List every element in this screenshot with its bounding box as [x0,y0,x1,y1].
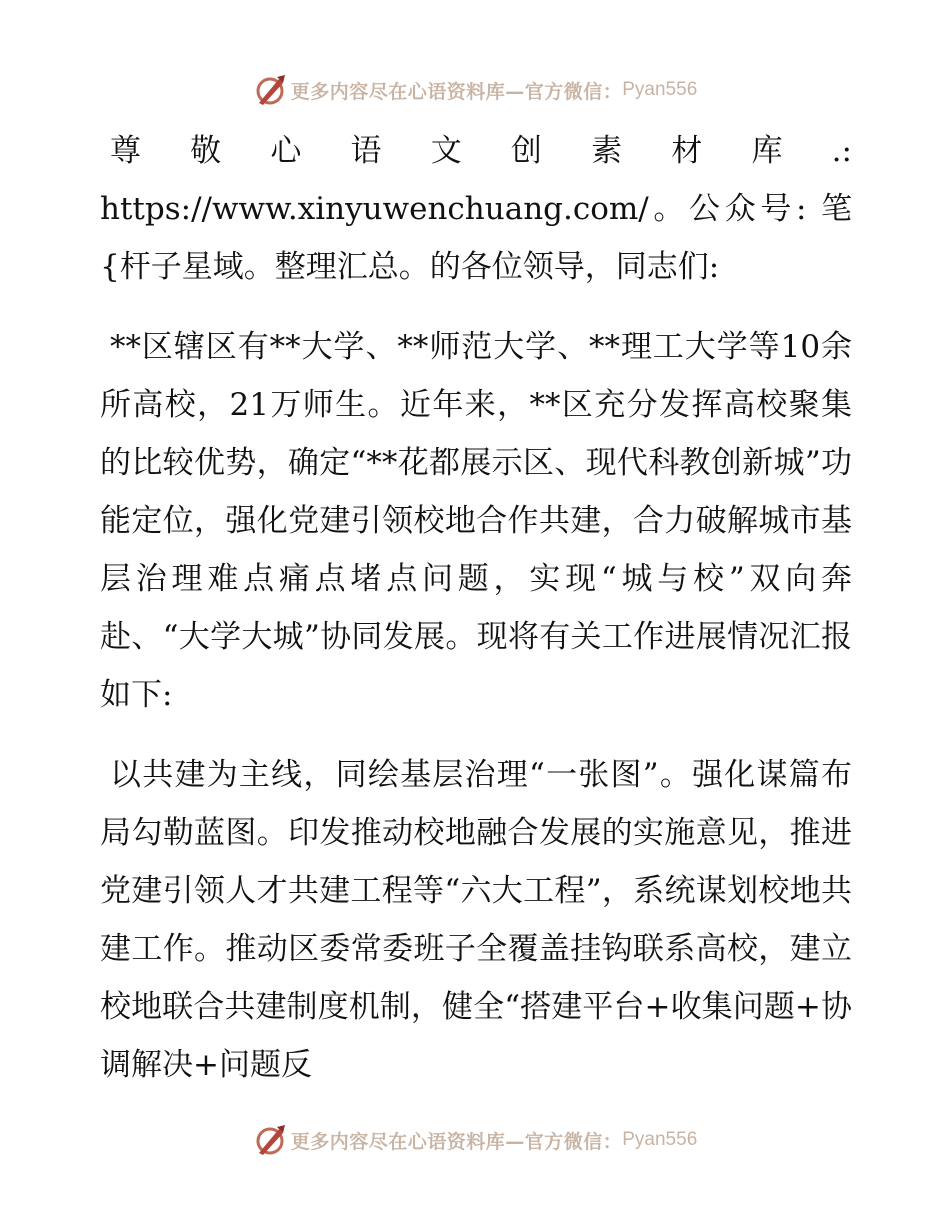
footer-banner-text: 更多内容尽在心语资料库—官方微信： [290,1130,623,1153]
header-banner-wechat-id: Pyan556 [622,79,698,100]
paragraph-section-1: 以共建为主线，同绘基层治理“一张图”。强化谋篇布局勾勒蓝图。印发推动校地融合发展的实施意见，推进党建引领人才共建工程等“六大工程”，系统谋划校地共建工作。推动区委常委班子全覆盖挂钩联系高校，建立校地联合共建制度机制，健全“搭建平台+收集问题+协调解决+问题反 [100,757,852,1083]
header-banner-text: 更多内容尽在心语资料库—官方微信： [290,80,623,103]
footer-banner [0,1120,950,1160]
quill-logo-icon [253,73,287,107]
paragraph-greeting: 尊敬心语文创素材库.: https://www.xinyuwenchuang.com/。公众号: 笔{杆子星域。整理汇总。的各位领导，同志们: [100,133,852,285]
quill-logo-icon [253,1123,287,1157]
paragraph-intro: **区辖区有**大学、**师范大学、**理工大学等10余所高校，21万师生。近年来，**区充分发挥高校聚集的比较优势，确定“**花都展示区、现代科教创新城”功能定位，强化党建引领校地合作共建，合力破解城市基层治理难点痛点堵点问题，实现“城与校”双向奔赴、“大学大城”协同发展。现将有关工作进展情况汇报如下: [100,329,852,713]
header-banner [0,70,950,110]
document-body [100,122,852,1116]
footer-banner-wechat-id: Pyan556 [622,1129,698,1150]
